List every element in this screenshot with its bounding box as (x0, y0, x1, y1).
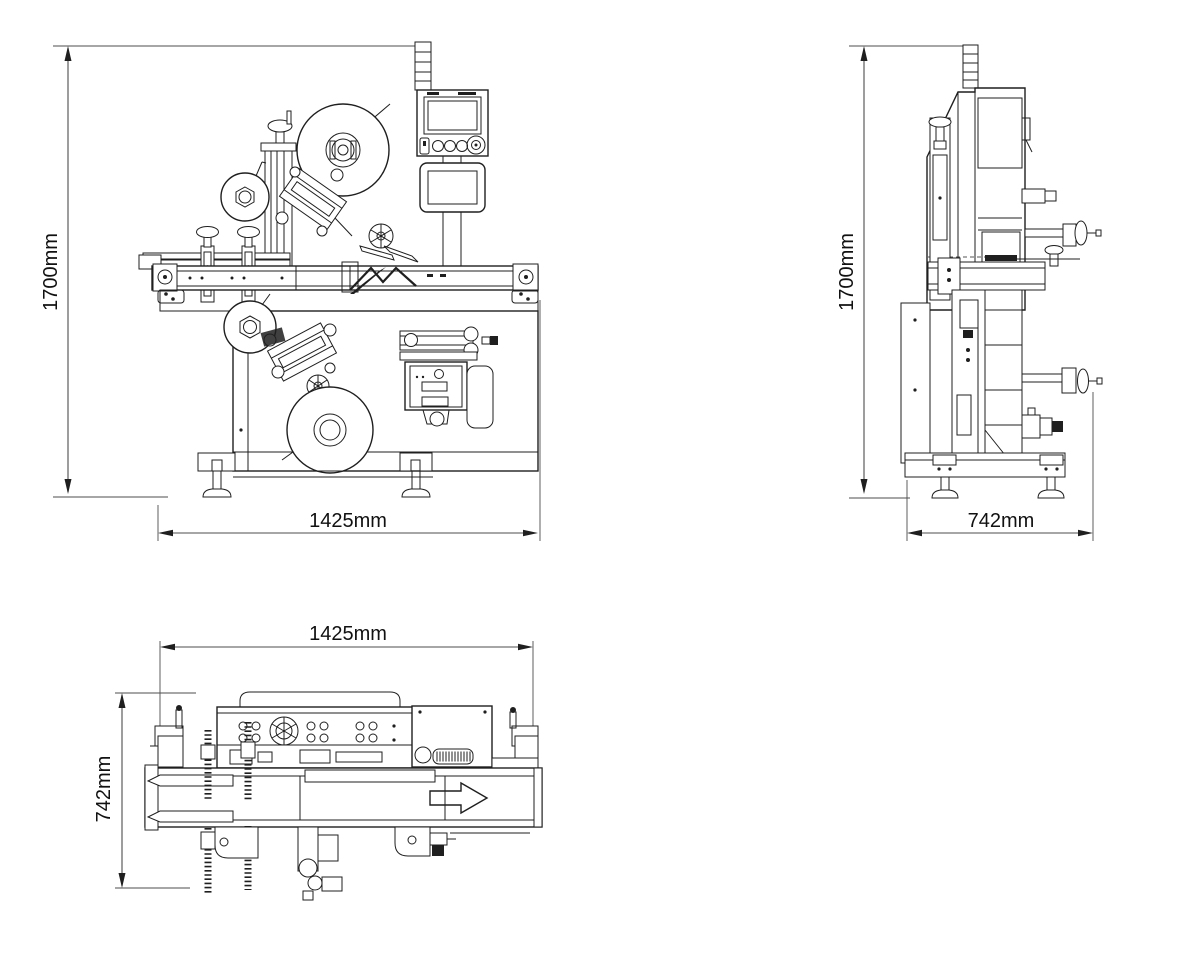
electrical-box (405, 362, 467, 426)
lower-handwheel (1022, 368, 1102, 393)
side-signal-pole (963, 45, 978, 88)
adjustable-foot-left (198, 453, 235, 497)
hmi-panel (417, 90, 488, 156)
top-hood (240, 692, 400, 707)
top-depth-label: 742mm (93, 755, 115, 823)
signal-tower (415, 42, 431, 90)
side-roll-shaft (1022, 189, 1056, 203)
front-height-label: 1700mm (40, 233, 62, 311)
side-lower-body (901, 290, 1102, 473)
lower-labeling-head (224, 294, 373, 473)
top-flywheel (270, 717, 298, 745)
side-tknob (1045, 246, 1063, 267)
side-height-label: 1700mm (836, 233, 858, 311)
top-width-label: 1425mm (309, 623, 387, 645)
pneumatic-cylinder (400, 327, 498, 360)
top-view (93, 623, 542, 900)
front-view (40, 42, 540, 541)
tension-wheel (369, 224, 393, 248)
lower-label-roll (282, 387, 373, 473)
adjustable-foot-right (400, 453, 432, 497)
top-under-conveyor (215, 827, 530, 900)
side-width-label: 742mm (967, 510, 1035, 532)
side-conveyor (928, 258, 1045, 294)
top-air-valve (430, 833, 456, 856)
top-left-bracket (150, 705, 183, 767)
side-base (905, 453, 1065, 498)
upper-rewind-roll (221, 162, 269, 221)
display-panel (420, 163, 485, 212)
drive-motor (467, 366, 493, 428)
top-right-bracket (492, 707, 538, 770)
side-view (836, 45, 1102, 541)
front-width-label: 1425mm (309, 510, 387, 532)
upper-handwheel (1025, 221, 1101, 246)
